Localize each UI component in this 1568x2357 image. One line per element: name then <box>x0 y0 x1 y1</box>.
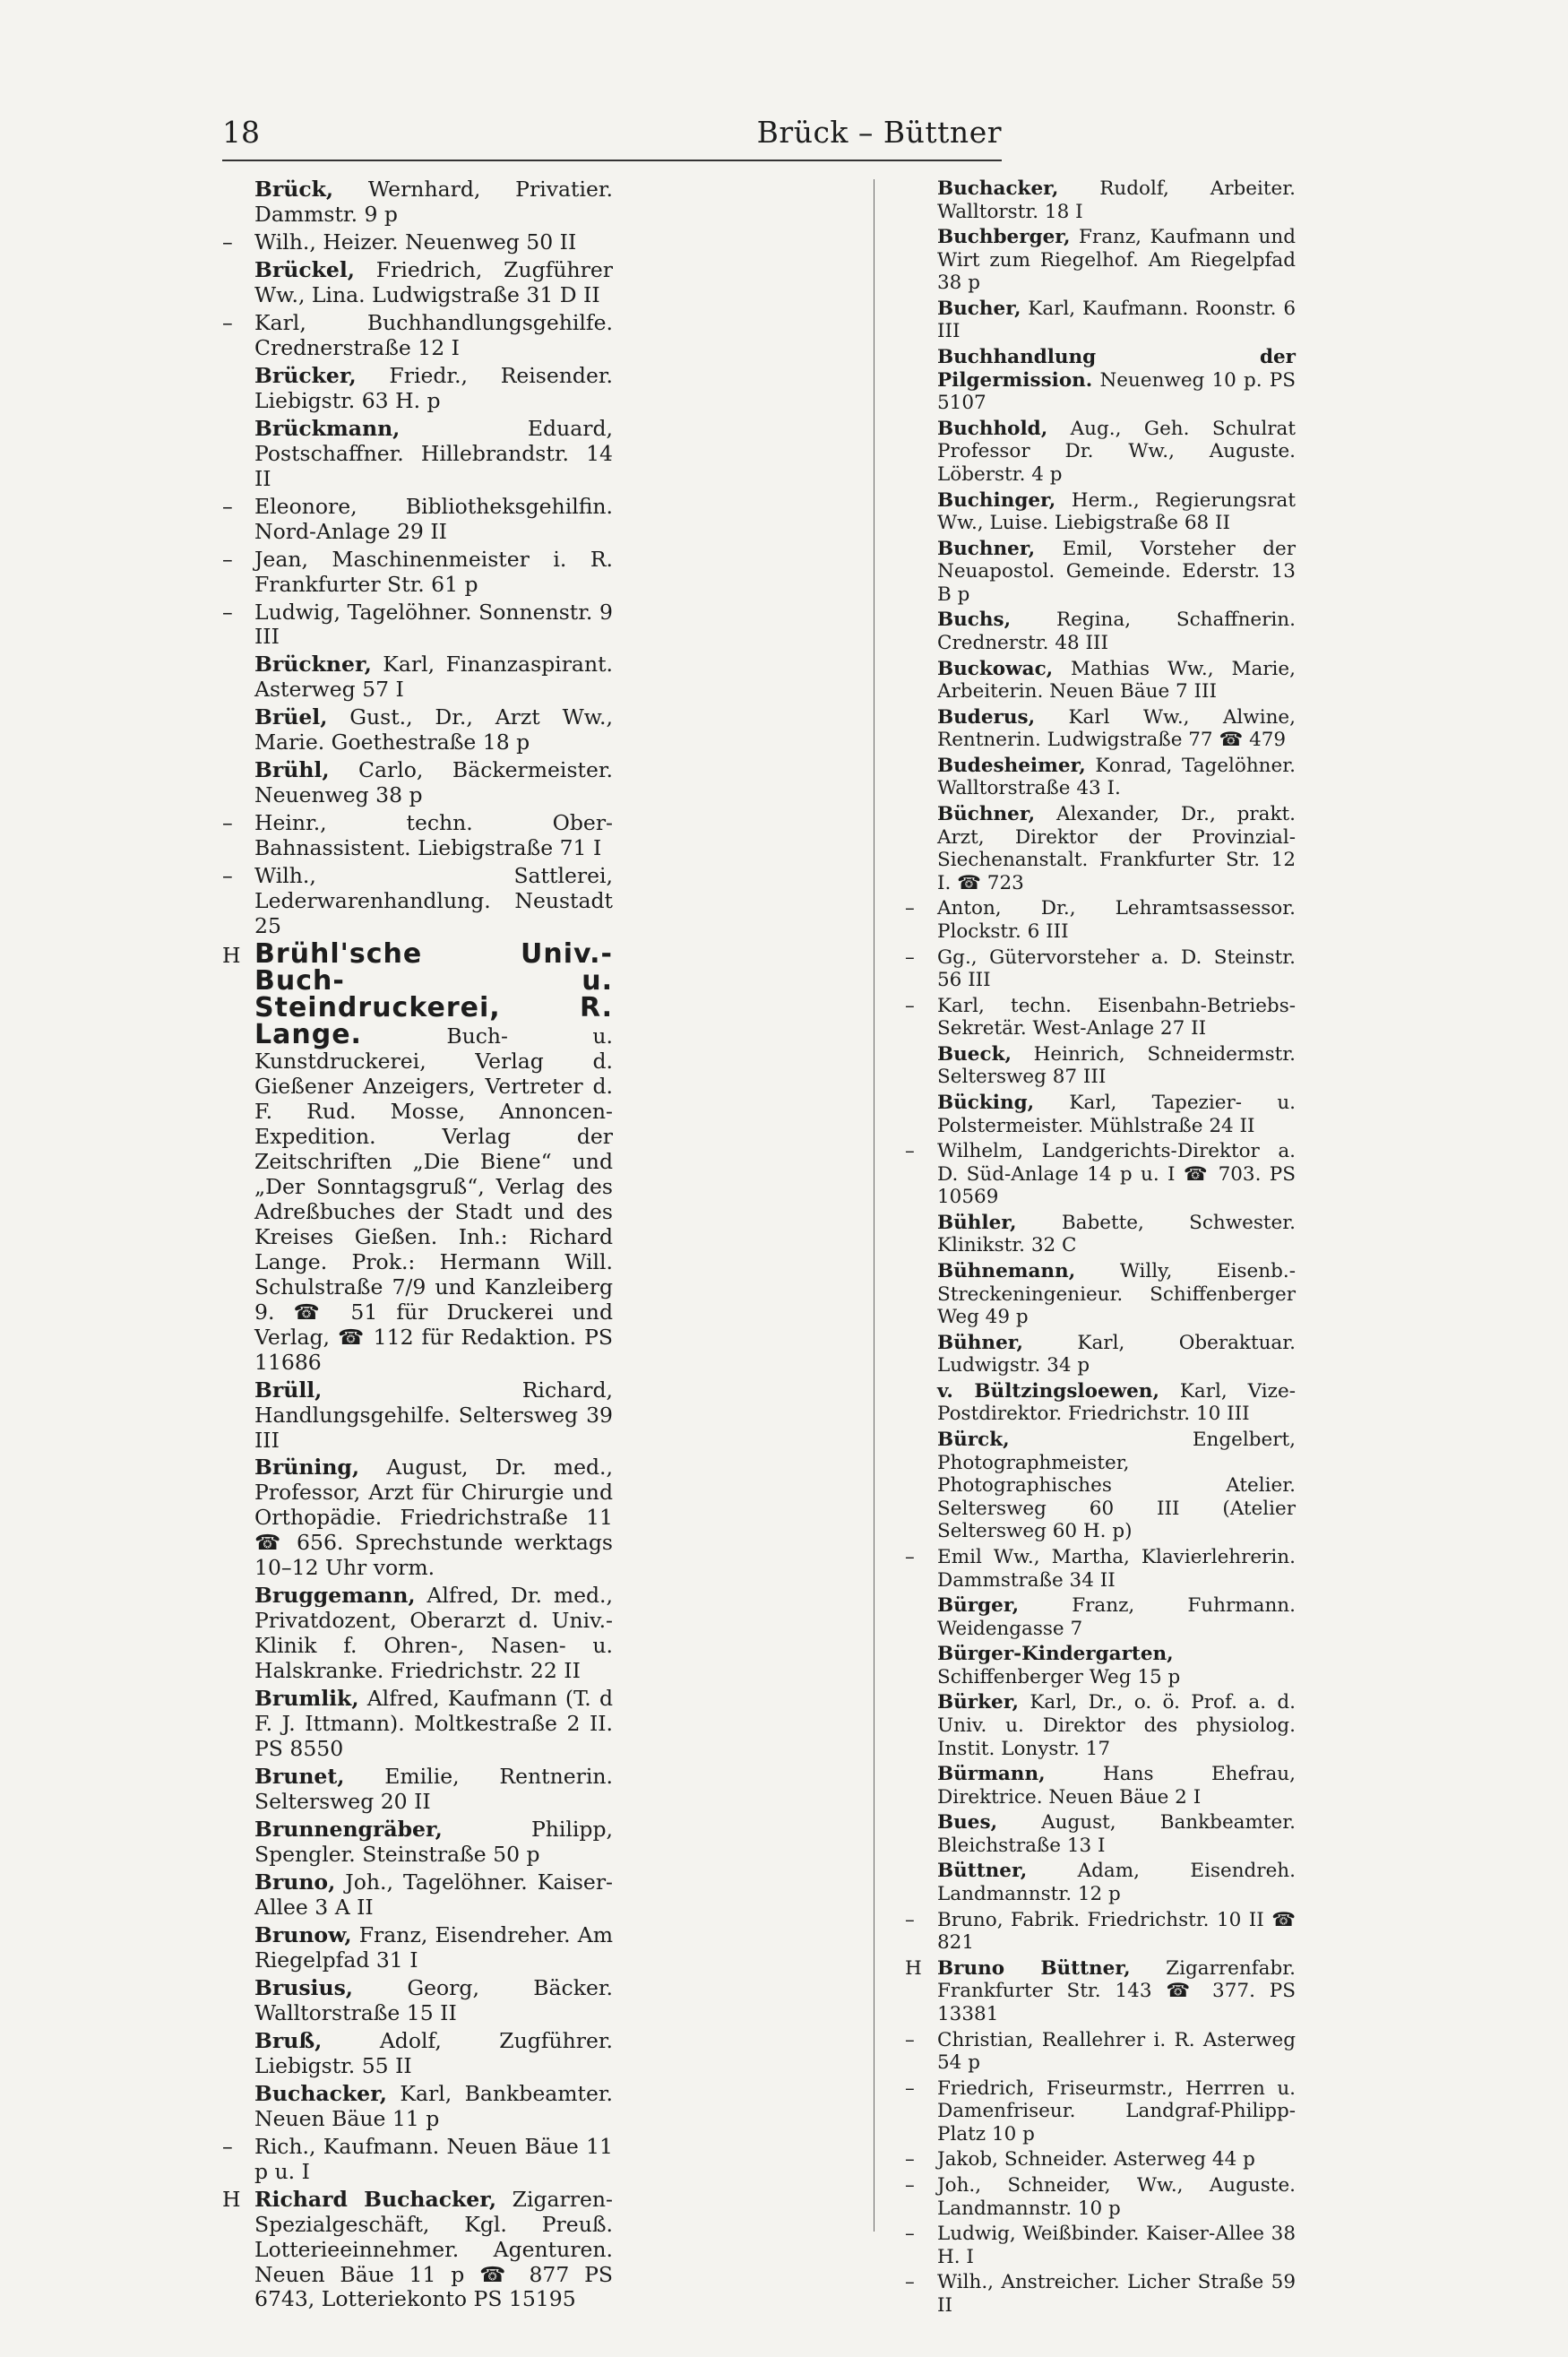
entry-details: Rich., Kaufmann. Neuen Bäue 11 p u. I <box>254 2133 613 2184</box>
entry-details: Eleonore, Bibliotheksgehilfin. Nord-Anlage 29 II <box>254 493 613 544</box>
entry-name: Bueck, <box>937 1042 1012 1066</box>
entry-marker: – <box>222 546 233 572</box>
entry-details: August, Bankbeamter. Bleichstraße 13 I <box>937 1811 1296 1857</box>
entry-details: Adam, Eisendreh. Landmannstr. 12 p <box>937 1860 1296 1906</box>
entry-details: Aug., Geh. Schulrat Professor Dr. Ww., Auguste. Löberstr. 4 p <box>937 417 1296 486</box>
entry-marker: – <box>905 897 915 920</box>
entry-details: Alfred, Kaufmann (T. d F. J. Ittmann). Moltkestraße 2 II. PS 8550 <box>254 1686 613 1762</box>
entry-details: Emil, Vorsteher der Neuapostol. Gemeinde. Ederstr. 13 B p <box>937 537 1296 606</box>
directory-entry <box>222 364 613 414</box>
entry-name: Buchacker, <box>937 177 1059 200</box>
directory-entry <box>905 658 1296 704</box>
entry-details: Ludwig, Tagelöhner. Sonnenstr. 9 III <box>254 599 613 650</box>
directory-entry <box>905 418 1296 487</box>
entry-name: Büttner, <box>937 1860 1028 1883</box>
entry-name: Brumlik, <box>254 1686 359 1712</box>
entry-details: Zigarren-Spezialgeschäft, Kgl. Preuß. Lotterieeinnehmer. Agenturen. Neuen Bäue 11 p ☎ 877 PS 6743, Lotteriekonto PS 15195 <box>254 2186 613 2312</box>
entry-name: v. Bültzingsloewen, <box>937 1379 1159 1403</box>
directory-entry <box>222 1976 613 2026</box>
entry-name: Buchner, <box>937 537 1036 560</box>
entry-marker: – <box>905 1545 915 1568</box>
entry-name: Bürck, <box>937 1429 1010 1452</box>
entry-name: Buchacker, <box>254 2080 387 2106</box>
entry-details: Emil Ww., Martha, Klavierlehrerin. Dammstraße 34 II <box>937 1545 1296 1592</box>
entry-name: Bürger-Kindergarten, <box>937 1643 1174 1666</box>
directory-entry <box>905 1691 1296 1760</box>
entry-name: Brüel, <box>254 704 328 730</box>
directory-entry <box>905 2077 1296 2146</box>
entry-details: Regina, Schaffnerin. Crednerstr. 48 III <box>937 609 1296 654</box>
directory-entry <box>905 897 1296 943</box>
directory-entry <box>222 1817 613 1868</box>
directory-entry <box>905 1140 1296 1209</box>
entry-name: Bruß, <box>254 2027 323 2053</box>
entry-name: Buchs, <box>937 609 1012 632</box>
directory-entry <box>905 1429 1296 1543</box>
entry-details: Franz, Kaufmann und Wirt zum Riegelhof. Am Riegelpfad 38 p <box>937 226 1296 295</box>
directory-entry <box>905 995 1296 1040</box>
page-header <box>222 115 1002 158</box>
entry-name: Bruggemann, <box>254 1583 416 1609</box>
entry-name: Büchner, <box>937 803 1036 826</box>
entry-details: Joh., Tagelöhner. Kaiser-Allee 3 A II <box>254 1869 613 1920</box>
entry-details: Karl, Tapezier- u. Polstermeister. Mühlstraße 24 II <box>937 1091 1296 1137</box>
entry-marker: – <box>905 945 915 969</box>
entry-details: Richard, Handlungsgehilfe. Seltersweg 39 III <box>254 1377 613 1453</box>
entry-name: Brücker, <box>254 362 357 388</box>
entry-marker: – <box>905 2223 915 2246</box>
entry-details: Karl, Oberaktuar. Ludwigstr. 34 p <box>937 1331 1296 1377</box>
entry-details: Buch- u. Kunstdruckerei, Verlag d. Gießener Anzeigers, Vertreter d. F. Rud. Mosse, Annoncen-Expedition. Verlag der Zeitschriften „Die Biene“ und „Der Sonntagsgruß“, Verlag des Adreßbuches der Stadt und des Kreises Gießen. Inh.: Richard Lange. Prok.: Hermann Will. Schulstraße 7/9 und Kanzleiberg 9. ☎ 51 für Druckerei und Verlag, ☎ 112 für Redaktion. PS 11686 <box>254 1023 613 1375</box>
directory-entry <box>905 346 1296 415</box>
entry-name: Brunet, <box>254 1764 345 1790</box>
entry-details: Herm., Regierungsrat Ww., Luise. Liebigstraße 68 II <box>937 488 1296 535</box>
entry-details: Alfred, Dr. med., Privatdozent, Oberarzt d. Univ.-Klinik f. Ohren-, Nasen- u. Halskranke. Friedrichstr. 22 II <box>254 1583 613 1684</box>
directory-entry <box>222 311 613 361</box>
entry-name: Buckowac, <box>937 657 1054 680</box>
entry-details: Wilhelm, Landgerichts-Direktor a. D. Süd-Anlage 14 p u. I ☎ 703. PS 10569 <box>937 1140 1296 1209</box>
entry-marker: H <box>222 943 241 969</box>
running-head: Brück – Büttner <box>756 115 1002 150</box>
directory-entry <box>222 938 613 1375</box>
entry-details: Adolf, Zugführer. Liebigstr. 55 II <box>254 2027 613 2078</box>
entry-marker: – <box>222 2133 233 2159</box>
directory-entry <box>905 226 1296 295</box>
directory-entry <box>222 1765 613 1815</box>
directory-entry <box>222 811 613 861</box>
entry-details: Eduard, Postschaffner. Hillebrandstr. 14 II <box>254 415 613 491</box>
entry-name: Bruno Büttner, <box>937 1956 1131 1980</box>
directory-entry <box>905 298 1296 343</box>
directory-entry <box>222 2082 613 2132</box>
entry-details: Hans Ehefrau, Direktrice. Neuen Bäue 2 I <box>937 1763 1296 1809</box>
entry-name: Brückner, <box>254 652 372 678</box>
page-number: 18 <box>222 115 260 150</box>
directory-entry <box>905 1212 1296 1257</box>
directory-entry <box>905 1380 1296 1426</box>
entry-details: Karl, Bankbeamter. Neuen Bäue 11 p <box>254 2080 613 2131</box>
entry-name: Buderus, <box>937 705 1036 729</box>
entry-details: Konrad, Tagelöhner. Walltorstraße 43 I. <box>937 754 1296 800</box>
entry-details: Joh., Schneider, Ww., Auguste. Landmannstr. 10 p <box>937 2173 1296 2220</box>
entry-name: Budesheimer, <box>937 754 1086 777</box>
entry-details: Anton, Dr., Lehramtsassessor. Plockstr. 6 III <box>937 897 1296 943</box>
entry-name: Brunnengräber, <box>254 1817 443 1843</box>
directory-entry <box>905 2271 1296 2317</box>
entry-name: Brühl, <box>254 757 330 783</box>
entry-details: Karl Ww., Alwine, Rentnerin. Ludwigstraße 77 ☎ 479 <box>937 705 1296 752</box>
directory-entry <box>222 652 613 703</box>
directory-entry <box>905 177 1296 223</box>
entry-name: Bücking, <box>937 1091 1035 1114</box>
entry-marker: – <box>905 1140 915 1163</box>
directory-entry <box>222 600 613 651</box>
directory-entry <box>222 1923 613 1973</box>
directory-entry <box>905 1763 1296 1809</box>
entry-marker: – <box>905 2028 915 2051</box>
entry-details: Bruno, Fabrik. Friedrichstr. 10 II ☎ 821 <box>937 1908 1296 1955</box>
entry-name: Buchhandlung der Pilgermission. <box>937 346 1296 392</box>
directory-entry <box>222 2029 613 2079</box>
directory-entry <box>222 2135 613 2185</box>
entry-details: Engelbert, Photographmeister, Photographisches Atelier. Seltersweg 60 III (Atelier Seltersweg 60 H. p) <box>937 1429 1296 1543</box>
entry-details: Gg., Gütervorsteher a. D. Steinstr. 56 III <box>937 945 1296 992</box>
entry-details: Franz, Eisendreher. Am Riegelpfad 31 I <box>254 1921 613 1973</box>
entry-details: Wilh., Heizer. Neuenweg 50 II <box>254 229 577 255</box>
directory-entry <box>222 177 613 228</box>
entry-details: Friedr., Reisender. Liebigstr. 63 H. p <box>254 362 613 413</box>
directory-entry <box>222 758 613 808</box>
entry-details: Friedrich, Friseurmstr., Herrren u. Damenfriseur. Landgraf-Philipp-Platz 10 p <box>937 2076 1296 2145</box>
entry-details: Friedrich, Zugführer Ww., Lina. Ludwigstraße 31 D II <box>254 256 613 307</box>
directory-entry <box>222 1687 613 1762</box>
entry-details: Babette, Schwester. Klinikstr. 32 C <box>937 1211 1296 1257</box>
entry-marker: – <box>222 599 233 625</box>
directory-entry <box>905 1332 1296 1377</box>
entry-marker: – <box>222 863 233 889</box>
entry-details: Wilh., Anstreicher. Licher Straße 59 II <box>937 2271 1296 2317</box>
entry-details: Schiffenberger Weg 15 p <box>937 1665 1181 1688</box>
directory-entry <box>905 1260 1296 1329</box>
entry-details: Karl, Finanzaspirant. Asterweg 57 I <box>254 652 613 703</box>
entry-marker: – <box>905 1908 915 1931</box>
entry-details: Willy, Eisenb.-Streckeningenieur. Schiffenberger Weg 49 p <box>937 1260 1296 1329</box>
entry-name: Bühler, <box>937 1211 1017 1234</box>
directory-entry <box>222 230 613 255</box>
entry-details: Karl, Vize-Postdirektor. Friedrichstr. 10 III <box>937 1379 1296 1426</box>
entry-details: Karl, techn. Eisenbahn-Betriebs-Sekretär. West-Anlage 27 II <box>937 994 1296 1040</box>
entry-marker: – <box>222 493 233 519</box>
entry-name: Buchberger, <box>937 226 1071 249</box>
entry-details: Mathias Ww., Marie, Arbeiterin. Neuen Bäue 7 III <box>937 657 1296 704</box>
directory-entry <box>905 2148 1296 2171</box>
directory-entry <box>905 2223 1296 2268</box>
directory-entry <box>905 1860 1296 1905</box>
entry-marker: – <box>222 229 233 255</box>
directory-entry <box>905 1643 1296 1688</box>
directory-entry <box>222 1870 613 1921</box>
directory-entry <box>222 1584 613 1684</box>
directory-entry <box>222 258 613 308</box>
directory-entry <box>905 803 1296 894</box>
directory-entry <box>905 538 1296 607</box>
directory-entry <box>905 1811 1296 1857</box>
header-rule <box>222 160 1002 161</box>
directory-entry <box>905 489 1296 535</box>
entry-name: Brückmann, <box>254 415 401 441</box>
entry-marker: – <box>905 994 915 1017</box>
entry-name: Bürmann, <box>937 1763 1046 1786</box>
directory-entry <box>905 1546 1296 1592</box>
entry-details: Rudolf, Arbeiter. Walltorstr. 18 I <box>937 177 1296 223</box>
entry-marker: H <box>222 2186 241 2212</box>
directory-entry <box>905 1909 1296 1955</box>
entry-details: Wilh., Sattlerei, Lederwarenhandlung. Neustadt 25 <box>254 863 613 939</box>
entry-details: Jakob, Schneider. Asterweg 44 p <box>937 2148 1255 2171</box>
entry-details: Zigarrenfabr. Frankfurter Str. 143 ☎ 377. PS 13381 <box>937 1956 1296 2025</box>
directory-entry <box>222 864 613 939</box>
directory-entry <box>905 1092 1296 1137</box>
entry-name: Bühnemann, <box>937 1260 1076 1283</box>
directory-entry <box>905 1957 1296 2026</box>
entry-name: Bürger, <box>937 1594 1020 1618</box>
entry-name: Bucher, <box>937 297 1021 320</box>
entry-name: Richard Buchacker, <box>254 2186 497 2212</box>
left-column <box>222 177 613 2315</box>
entry-details: Ludwig, Weißbinder. Kaiser-Allee 38 H. I <box>937 2223 1296 2268</box>
entry-details: Neuenweg 10 p. PS 5107 <box>937 368 1296 415</box>
entry-name: Bruno, <box>254 1869 336 1895</box>
entry-name: Brüll, <box>254 1377 323 1403</box>
directory-entry <box>905 1043 1296 1089</box>
entry-details: Philipp, Spengler. Steinstraße 50 p <box>254 1817 613 1867</box>
entry-details: Carlo, Bäckermeister. Neuenweg 38 p <box>254 757 613 808</box>
entry-details: Karl, Dr., o. ö. Prof. a. d. Univ. u. Direktor des physiolog. Instit. Lonystr. 17 <box>937 1691 1296 1760</box>
entry-name: Brückel, <box>254 256 355 282</box>
entry-details: Franz, Fuhrmann. Weidengasse 7 <box>937 1594 1296 1640</box>
entry-marker: – <box>905 2076 915 2100</box>
entry-details: Jean, Maschinenmeister i. R. Frankfurter Str. 61 p <box>254 546 613 597</box>
entry-details: Karl, Kaufmann. Roonstr. 6 III <box>937 297 1296 343</box>
directory-entry <box>222 548 613 598</box>
entry-details: Christian, Reallehrer i. R. Asterweg 54 p <box>937 2028 1296 2075</box>
entry-details: Karl, Buchhandlungsgehilfe. Crednerstraße 12 I <box>254 309 613 360</box>
directory-entry <box>222 1378 613 1454</box>
entry-marker: – <box>222 810 233 836</box>
entry-details: Wernhard, Privatier. Dammstr. 9 p <box>254 177 613 227</box>
entry-name: Bues, <box>937 1811 998 1835</box>
directory-entry <box>905 1594 1296 1640</box>
entry-name: Brück, <box>254 177 334 202</box>
entry-details: Heinr., techn. Ober-Bahnassistent. Liebigstraße 71 I <box>254 810 613 861</box>
entry-marker: – <box>222 309 233 335</box>
entry-name: Bühner, <box>937 1331 1023 1354</box>
entry-marker: – <box>905 2148 915 2171</box>
entry-details: Emilie, Rentnerin. Seltersweg 20 II <box>254 1764 613 1815</box>
entry-details: Gust., Dr., Arzt Ww., Marie. Goethestraße 18 p <box>254 704 613 755</box>
entry-details: Alexander, Dr., prakt. Arzt, Direktor der Provinzial-Siechenanstalt. Frankfurter Str. 12 I. ☎ 723 <box>937 803 1296 894</box>
directory-entry <box>222 705 613 755</box>
directory-entry <box>905 609 1296 654</box>
entry-name: Brüning, <box>254 1455 360 1481</box>
entry-name: Brusius, <box>254 1974 353 2000</box>
entry-details: August, Dr. med., Professor, Arzt für Chirurgie und Orthopädie. Friedrichstraße 11 ☎ 656. Sprechstunde werktags 10–12 Uhr vorm. <box>254 1455 613 1581</box>
directory-entry <box>222 1455 613 1581</box>
entry-marker: H <box>905 1956 922 1980</box>
entry-details: Heinrich, Schneidermstr. Seltersweg 87 III <box>937 1042 1296 1089</box>
directory-entry <box>222 2188 613 2313</box>
directory-entry <box>222 417 613 492</box>
directory-entry <box>905 2174 1296 2220</box>
advertisement-name: Brühl'sche Univ.- Buch- u. Steindruckerei, R. Lange. <box>254 938 613 1050</box>
entry-marker: – <box>905 2173 915 2197</box>
entry-name: Brunow, <box>254 1921 352 1947</box>
entry-name: Buchinger, <box>937 488 1056 512</box>
entry-details: Georg, Bäcker. Walltorstraße 15 II <box>254 1974 613 2025</box>
entry-marker: – <box>905 2271 915 2294</box>
directory-entry <box>905 2029 1296 2075</box>
entry-name: Buchhold, <box>937 417 1048 440</box>
directory-entry <box>905 755 1296 800</box>
directory-entry <box>905 706 1296 752</box>
directory-entry <box>905 946 1296 992</box>
entry-name: Bürker, <box>937 1691 1019 1714</box>
directory-entry <box>222 495 613 545</box>
right-column <box>905 177 1296 2319</box>
